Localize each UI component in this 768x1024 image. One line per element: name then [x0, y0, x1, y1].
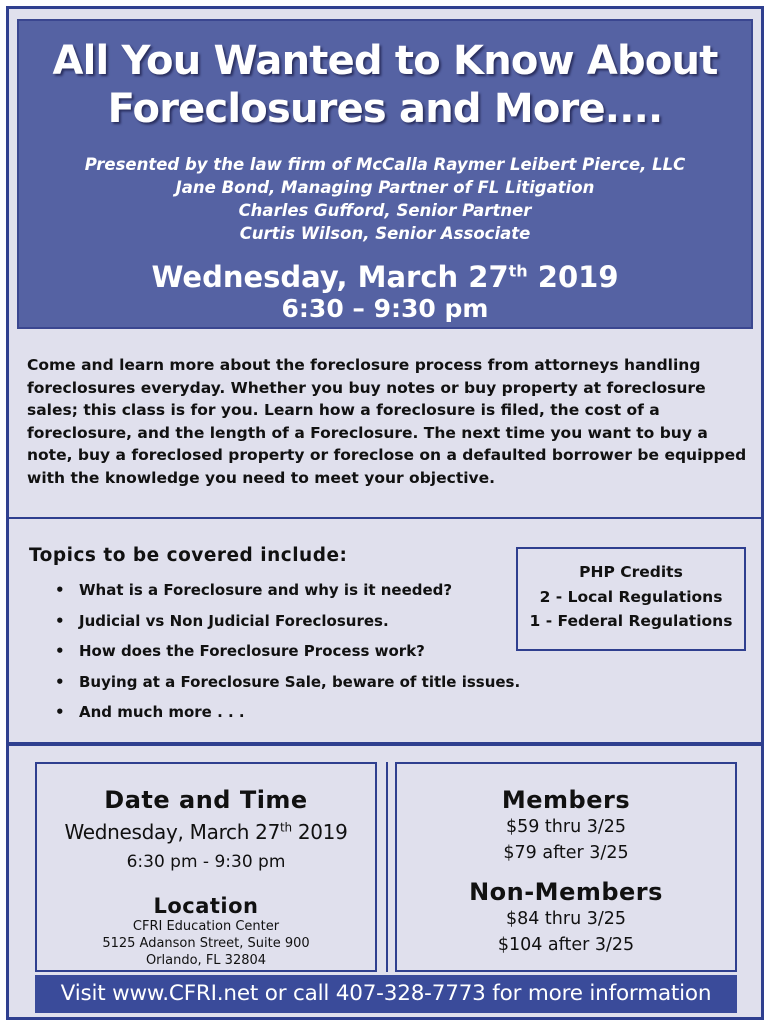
details-date-main: Wednesday, March 27	[64, 820, 281, 844]
credits-box	[516, 547, 746, 651]
topics-list	[55, 575, 520, 728]
credits-federal: 1 - Federal Regulations	[529, 612, 733, 630]
list-item: • What is a Foreclosure and why is it needed?	[55, 575, 520, 606]
event-year: 2019	[527, 260, 619, 294]
members-price: $79 after 3/25	[503, 843, 629, 863]
nonmembers-heading: Non-Members	[469, 878, 663, 906]
footer-contact-bar: Visit www.CFRI.net or call 407-328-7773 for more information	[35, 975, 737, 1013]
date-suffix: th	[508, 261, 528, 281]
list-item: • Buying at a Foreclosure Sale, beware of title issues.	[55, 667, 520, 698]
flyer-page	[6, 6, 764, 1020]
location-line: CFRI Education Center	[132, 919, 280, 934]
presenters-list	[19, 153, 751, 245]
members-heading: Members	[501, 786, 631, 814]
title-line-2: Foreclosures and More....	[107, 86, 663, 132]
date-time-heading: Date and Time	[104, 786, 308, 814]
details-date-suffix: th	[280, 820, 292, 835]
details-date	[37, 820, 375, 844]
divider-bottom	[9, 742, 761, 746]
credits-title: PHP Credits	[579, 563, 683, 581]
topics-heading: Topics to be covered include:	[29, 545, 348, 566]
nonmembers-price: $104 after 3/25	[497, 935, 635, 955]
header-banner	[17, 19, 753, 329]
presenter-line: Presented by the law firm of McCalla Raymer Leibert Pierce, LLC	[84, 155, 686, 174]
location-line: 5125 Adanson Street, Suite 900	[102, 936, 310, 951]
details-year: 2019	[291, 820, 348, 844]
event-title	[19, 37, 751, 133]
box-separator	[386, 762, 388, 972]
presenter-line: Jane Bond, Managing Partner of FL Litigation	[175, 178, 595, 197]
event-date: Wednesday, March 27	[151, 260, 509, 294]
intro-paragraph: Come and learn more about the foreclosure process from attorneys handling foreclosures everyday. Whether you buy notes or buy property at foreclosure sales; this class is for you. Learn how a foreclosure is filed, the cost of a foreclosure, and the length of a Foreclosure. The next time you want to buy a note, buy a foreclosed property or foreclose on a defaulted borrower be equipped with the knowledge you need to meet your objective.	[27, 356, 747, 487]
date-location-box	[35, 762, 377, 972]
details-time: 6:30 pm - 9:30 pm	[126, 852, 286, 872]
location-heading: Location	[153, 894, 259, 918]
list-item: • And much more . . .	[55, 697, 520, 728]
presenter-line: Charles Gufford, Senior Partner	[238, 201, 532, 220]
members-price: $59 thru 3/25	[505, 817, 627, 837]
credits-local: 2 - Local Regulations	[539, 587, 723, 606]
title-line-1: All You Wanted to Know About	[52, 38, 718, 84]
event-time-banner: 6:30 – 9:30 pm	[281, 294, 489, 323]
location-line: Orlando, FL 32804	[145, 953, 267, 968]
presenter-line: Curtis Wilson, Senior Associate	[239, 224, 531, 243]
event-date-banner	[19, 261, 751, 294]
list-item: • Judicial vs Non Judicial Foreclosures.	[55, 606, 520, 637]
pricing-box	[395, 762, 737, 972]
list-item: • How does the Foreclosure Process work?	[55, 636, 520, 667]
nonmembers-price: $84 thru 3/25	[505, 909, 627, 929]
divider-top	[9, 517, 761, 519]
